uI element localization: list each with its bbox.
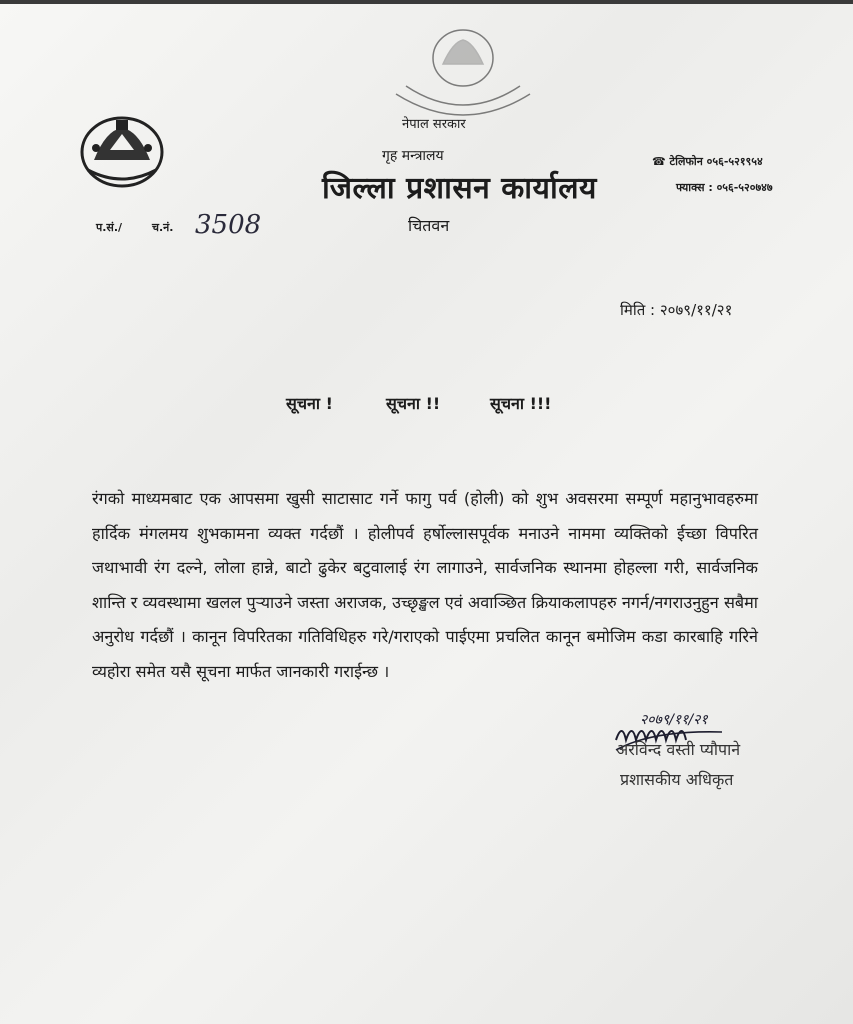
office-title: जिल्ला प्रशासन कार्यालय (322, 171, 597, 206)
signatory-title: प्रशासकीय अधिकृत (620, 770, 734, 789)
notice-heading-3: सूचना !!! (490, 394, 552, 413)
reference-label: प.सं./ (96, 221, 123, 234)
notice-document (0, 4, 853, 1024)
letter-date: मिति : २०७९/११/२१ (620, 301, 733, 319)
dispatch-number-label: च.नं. (152, 221, 174, 234)
telephone-icon: ☎ (652, 155, 666, 168)
notice-body: रंगको माध्यमबाट एक आपसमा खुसी साटासाट गर्ने फागु पर्व (होली) को शुभ अवसरमा सम्पूर्ण महानुभावहरुमा हार्दिक मंगलमय शुभकामना व्यक्त गर्दछौं । होलीपर्व हर्षोल्लासपूर्वक मनाउने नाममा व्यक्तिको ईच्छा विपरित जथाभावी रंग दल्ने, लोला हान्ने, बाटो ढुकेर बटुवालाई रंग लागाउने, सार्वजनिक स्थानमा होहल्ला गरी, सार्वजनिक शान्ति र व्यवस्थामा खलल पुर्‍याउने जस्ता अराजक, उच्छृङ्खल एवं अवाञ्छित क्रियाकलापहरु नगर्न/नगराउनुहुन सबैमा अनुरोध गर्दछौं । कानून विपरितका गतिविधिहरु गरे/गराएको पाईएमा प्रचलित कानून बमोजिम कडा कारबाहि गरिने व्यहोरा समेत यसै सूचना मार्फत जानकारी गराईन्छ । (92, 489, 758, 681)
notice-heading-2: सूचना !! (386, 394, 441, 413)
dispatch-number-handwritten: 3508 (195, 210, 262, 240)
notice-heading-1: सूचना ! (286, 394, 333, 413)
government-emblem-icon (76, 110, 168, 192)
fax-number: फ्याक्स : ०५६-५२०७४७ (676, 181, 773, 194)
district-name: चितवन (408, 216, 450, 235)
phone-text: टेलिफोन ०५६-५२१९५४ (669, 155, 763, 168)
ministry-name: गृह मन्त्रालय (382, 148, 444, 164)
signatory-name: अरविन्द वस्ती प्यौपाने (616, 740, 741, 759)
government-name: नेपाल सरकार (402, 117, 466, 132)
phone-number (652, 154, 763, 169)
signature-date-handwritten: २०७९/११/२१ (640, 712, 708, 728)
